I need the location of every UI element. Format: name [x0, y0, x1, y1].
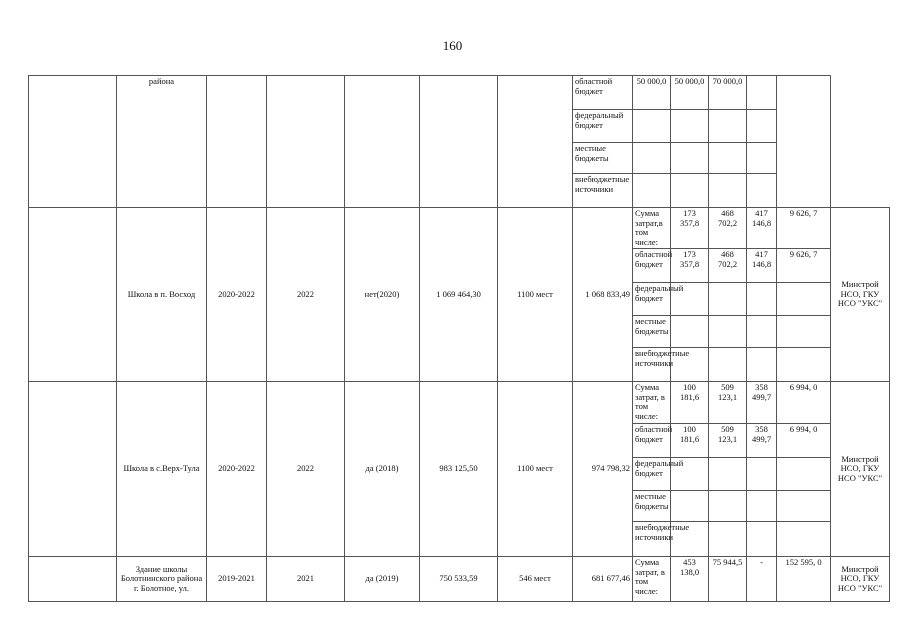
value-2022 — [709, 143, 747, 174]
value-2022 — [709, 174, 747, 208]
value-2023 — [747, 110, 777, 143]
value-2021 — [709, 348, 747, 382]
empty-cell — [29, 208, 117, 382]
object-period: 2020-2022 — [207, 208, 267, 382]
page-number: 160 — [442, 38, 463, 53]
object-name: Школа в с.Верх-Тула — [117, 382, 207, 557]
object-capacity: 1100 мест — [498, 382, 573, 557]
value-2020: 173 357,8 — [671, 249, 709, 283]
value-2021: 509 123,1 — [709, 424, 747, 458]
value-2023: 9 626, 7 — [777, 208, 831, 249]
value-2022: 358 499,7 — [747, 382, 777, 424]
value-2020 — [671, 491, 709, 522]
value-2023: 6 994, 0 — [777, 382, 831, 424]
value-2021 — [671, 143, 709, 174]
object-capacity: 1100 мест — [498, 208, 573, 382]
value-2023 — [747, 143, 777, 174]
value-2023 — [777, 316, 831, 348]
empty-cell — [29, 557, 117, 602]
funding-source: внебюджетные источники — [633, 348, 671, 382]
value-2021: 468 702,2 — [709, 249, 747, 283]
object-expertise: да (2018) — [345, 382, 420, 557]
table-row — [29, 382, 890, 424]
empty-cell — [267, 76, 345, 208]
object-name: Здание школы Болотнинского района г. Болотное, ул. — [117, 557, 207, 602]
object-expertise: нет(2020) — [345, 208, 420, 382]
value-2022 — [747, 316, 777, 348]
value-2022 — [709, 110, 747, 143]
funding-source: местные бюджеты — [633, 491, 671, 522]
object-period: 2019-2021 — [207, 557, 267, 602]
funding-source: Сумма затрат,в том числе: — [633, 208, 671, 249]
funding-source: внебюджетные источники — [633, 522, 671, 557]
table-row — [29, 76, 890, 110]
object-remaining: 974 798,32 — [573, 382, 633, 557]
value-2021 — [709, 316, 747, 348]
object-name: Школа в п. Восход — [117, 208, 207, 382]
object-name: района — [117, 76, 207, 208]
value-2020 — [671, 316, 709, 348]
object-capacity: 546 мест — [498, 557, 573, 602]
value-2022 — [747, 458, 777, 491]
value-2020 — [633, 143, 671, 174]
object-cost: 983 125,50 — [420, 382, 498, 557]
object-year: 2022 — [267, 208, 345, 382]
value-2023: 152 595, 0 — [777, 557, 831, 602]
value-2022 — [747, 348, 777, 382]
value-2021: 509 123,1 — [709, 382, 747, 424]
object-customer: Минстрой НСО, ГКУ НСО "УКС" — [831, 557, 890, 602]
funding-source: внебюджетные источники — [573, 174, 633, 208]
value-2020: 50 000,0 — [633, 76, 671, 110]
value-2023 — [747, 174, 777, 208]
value-2023 — [777, 491, 831, 522]
value-2022: 417 146,8 — [747, 208, 777, 249]
value-2023 — [777, 522, 831, 557]
value-2020 — [633, 174, 671, 208]
value-2022 — [747, 491, 777, 522]
object-year: 2021 — [267, 557, 345, 602]
value-2023 — [777, 348, 831, 382]
empty-cell — [29, 382, 117, 557]
funding-source: областной бюджет — [573, 76, 633, 110]
value-2022: 358 499,7 — [747, 424, 777, 458]
value-2022: 70 000,0 — [709, 76, 747, 110]
value-2023: 6 994, 0 — [777, 424, 831, 458]
object-customer: Минстрой НСО, ГКУ НСО "УКС" — [831, 382, 890, 557]
value-2020 — [633, 110, 671, 143]
value-2022 — [747, 283, 777, 316]
program-table — [28, 75, 890, 602]
object-period: 2020-2022 — [207, 382, 267, 557]
table-row — [29, 557, 890, 602]
funding-source: Сумма затрат, в том числе: — [633, 557, 671, 602]
funding-source: федеральный бюджет — [633, 283, 671, 316]
value-2020: 453 138,0 — [671, 557, 709, 602]
empty-cell — [420, 76, 498, 208]
object-remaining: 681 677,46 — [573, 557, 633, 602]
object-year: 2022 — [267, 382, 345, 557]
funding-source: федеральный бюджет — [573, 110, 633, 143]
object-cost: 750 533,59 — [420, 557, 498, 602]
empty-cell — [207, 76, 267, 208]
value-2022: 417 146,8 — [747, 249, 777, 283]
funding-source: местные бюджеты — [573, 143, 633, 174]
funding-source: областной бюджет — [633, 249, 671, 283]
funding-source: Сумма затрат, в том числе: — [633, 382, 671, 424]
value-2021 — [671, 110, 709, 143]
object-remaining: 1 068 833,49 — [573, 208, 633, 382]
value-2020: 100 181,6 — [671, 424, 709, 458]
value-2020: 100 181,6 — [671, 382, 709, 424]
object-customer: Минстрой НСО, ГКУ НСО "УКС" — [831, 208, 890, 382]
funding-source: федеральный бюджет — [633, 458, 671, 491]
value-2021 — [671, 174, 709, 208]
value-2021 — [709, 283, 747, 316]
value-2023: 9 626, 7 — [777, 249, 831, 283]
empty-cell — [777, 76, 831, 208]
value-2020: 173 357,8 — [671, 208, 709, 249]
empty-cell — [498, 76, 573, 208]
object-cost: 1 069 464,30 — [420, 208, 498, 382]
empty-cell — [29, 76, 117, 208]
value-2021 — [709, 491, 747, 522]
value-2023 — [777, 458, 831, 491]
value-2023 — [747, 76, 777, 110]
value-2022: - — [747, 557, 777, 602]
empty-cell — [345, 76, 420, 208]
value-2022 — [747, 522, 777, 557]
object-expertise: да (2019) — [345, 557, 420, 602]
value-2021 — [709, 458, 747, 491]
value-2021 — [709, 522, 747, 557]
funding-source: местные бюджеты — [633, 316, 671, 348]
funding-source: областной бюджет — [633, 424, 671, 458]
value-2021: 75 944,5 — [709, 557, 747, 602]
table-row — [29, 208, 890, 249]
value-2021: 468 702,2 — [709, 208, 747, 249]
value-2021: 50 000,0 — [671, 76, 709, 110]
value-2023 — [777, 283, 831, 316]
